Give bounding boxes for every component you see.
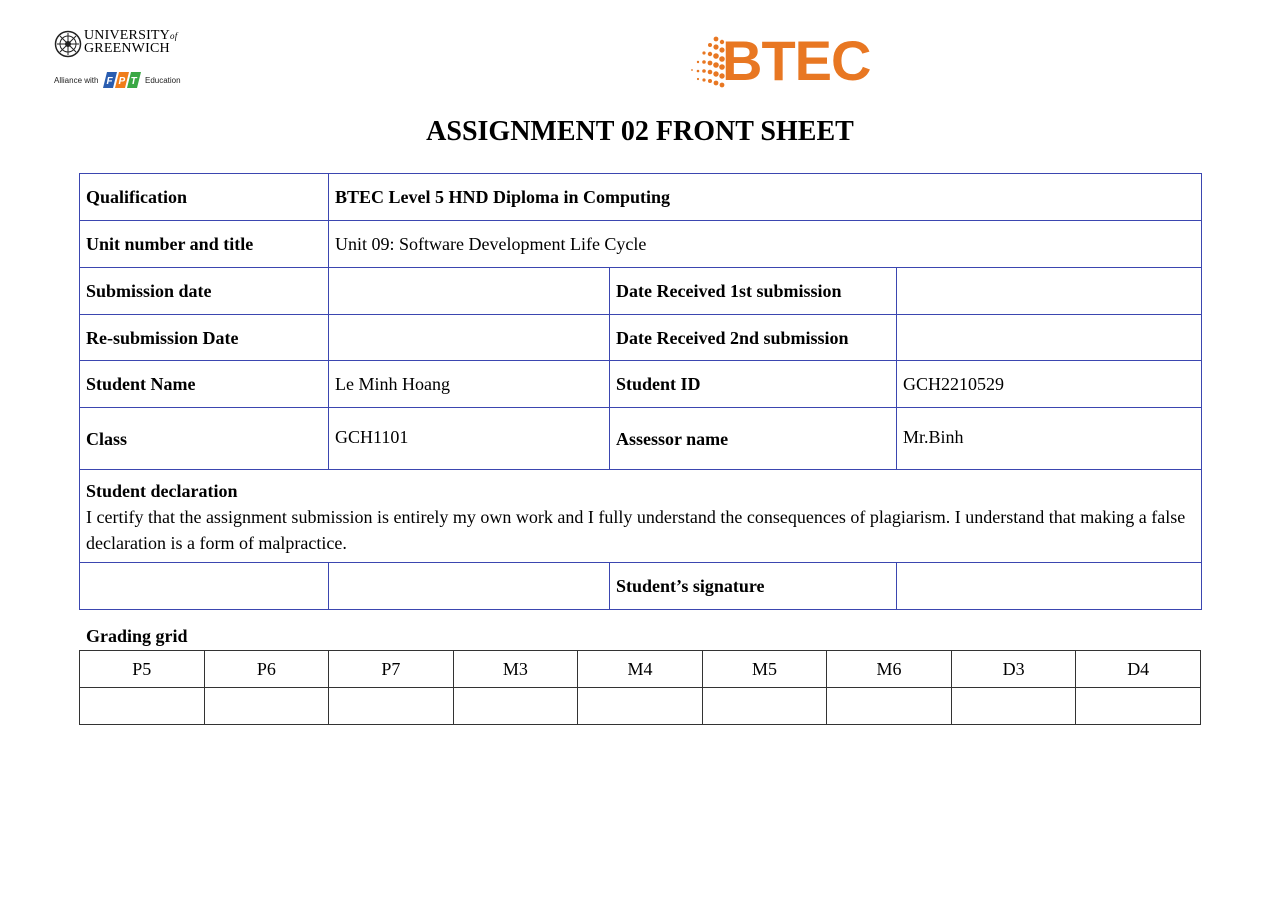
unit-value: Unit 09: Software Development Life Cycle <box>329 221 1202 268</box>
university-name-line2: GREENWICH <box>84 41 170 56</box>
grade-cell[interactable] <box>578 688 703 725</box>
submission-date-label: Submission date <box>80 268 329 315</box>
date-received-1-field[interactable] <box>897 268 1202 315</box>
date-received-2-field[interactable] <box>897 315 1202 361</box>
grade-cell[interactable] <box>453 688 578 725</box>
grade-criterion-m3: M3 <box>453 651 578 688</box>
qualification-value: BTEC Level 5 HND Diploma in Computing <box>329 174 1202 221</box>
date-received-1-label: Date Received 1st submission <box>610 268 897 315</box>
table-row <box>80 315 1202 361</box>
submission-date-field[interactable] <box>329 268 610 315</box>
grade-criterion-p6: P6 <box>204 651 329 688</box>
class-label: Class <box>80 408 329 470</box>
empty-cell <box>329 563 610 610</box>
svg-text:F: F <box>106 76 113 87</box>
grading-grid-table <box>79 650 1201 725</box>
resubmission-date-label: Re-submission Date <box>80 315 329 361</box>
grade-criterion-p7: P7 <box>329 651 454 688</box>
assessor-value: Mr.Binh <box>897 408 1202 470</box>
fpt-logo-icon <box>101 70 143 90</box>
student-id-label: Student ID <box>610 361 897 408</box>
grade-criterion-m5: M5 <box>702 651 827 688</box>
unit-label: Unit number and title <box>80 221 329 268</box>
front-sheet-table <box>79 173 1202 610</box>
signature-field[interactable] <box>897 563 1202 610</box>
table-row <box>80 268 1202 315</box>
alliance-text: Alliance with <box>54 76 99 85</box>
page-title: ASSIGNMENT 02 FRONT SHEET <box>426 116 854 147</box>
grade-cell[interactable] <box>702 688 827 725</box>
student-name-label: Student Name <box>80 361 329 408</box>
grading-grid-label: Grading grid <box>86 626 188 646</box>
btec-dots-icon <box>686 34 726 92</box>
resubmission-date-field[interactable] <box>329 315 610 361</box>
grade-cell[interactable] <box>1076 688 1201 725</box>
student-id-value: GCH2210529 <box>897 361 1202 408</box>
svg-text:P: P <box>118 76 126 87</box>
grading-value-row <box>80 688 1201 725</box>
declaration-title: Student declaration <box>86 481 238 501</box>
table-row <box>80 408 1202 470</box>
svg-text:T: T <box>130 76 137 87</box>
signature-label: Student’s signature <box>610 563 897 610</box>
grade-criterion-m6: M6 <box>827 651 952 688</box>
btec-logo <box>686 29 871 94</box>
education-text: Education <box>145 76 181 85</box>
grade-cell[interactable] <box>329 688 454 725</box>
empty-cell <box>80 563 329 610</box>
university-seal-icon <box>54 30 82 58</box>
grade-criterion-m4: M4 <box>578 651 703 688</box>
university-of-greenwich-logo <box>54 28 184 96</box>
grade-criterion-d4: D4 <box>1076 651 1201 688</box>
table-row <box>80 563 1202 610</box>
university-name-line1: UNIVERSITYof <box>84 28 178 43</box>
table-row <box>80 174 1202 221</box>
assessor-label: Assessor name <box>610 408 897 470</box>
declaration-cell <box>80 470 1202 563</box>
grade-cell[interactable] <box>204 688 329 725</box>
student-name-value: Le Minh Hoang <box>329 361 610 408</box>
table-row <box>80 470 1202 563</box>
grading-header-row <box>80 651 1201 688</box>
date-received-2-label: Date Received 2nd submission <box>610 315 897 361</box>
grade-criterion-d3: D3 <box>951 651 1076 688</box>
table-row <box>80 221 1202 268</box>
grade-cell[interactable] <box>827 688 952 725</box>
btec-wordmark: BTEC <box>722 29 871 92</box>
class-value: GCH1101 <box>329 408 610 470</box>
qualification-label: Qualification <box>80 174 329 221</box>
grade-cell[interactable] <box>951 688 1076 725</box>
grade-criterion-p5: P5 <box>80 651 205 688</box>
table-row <box>80 361 1202 408</box>
declaration-text: I certify that the assignment submission is entirely my own work and I fully understand the consequences of plagiarism. I understand that making a false declaration is a form of malpractice. <box>86 507 1186 553</box>
grade-cell[interactable] <box>80 688 205 725</box>
